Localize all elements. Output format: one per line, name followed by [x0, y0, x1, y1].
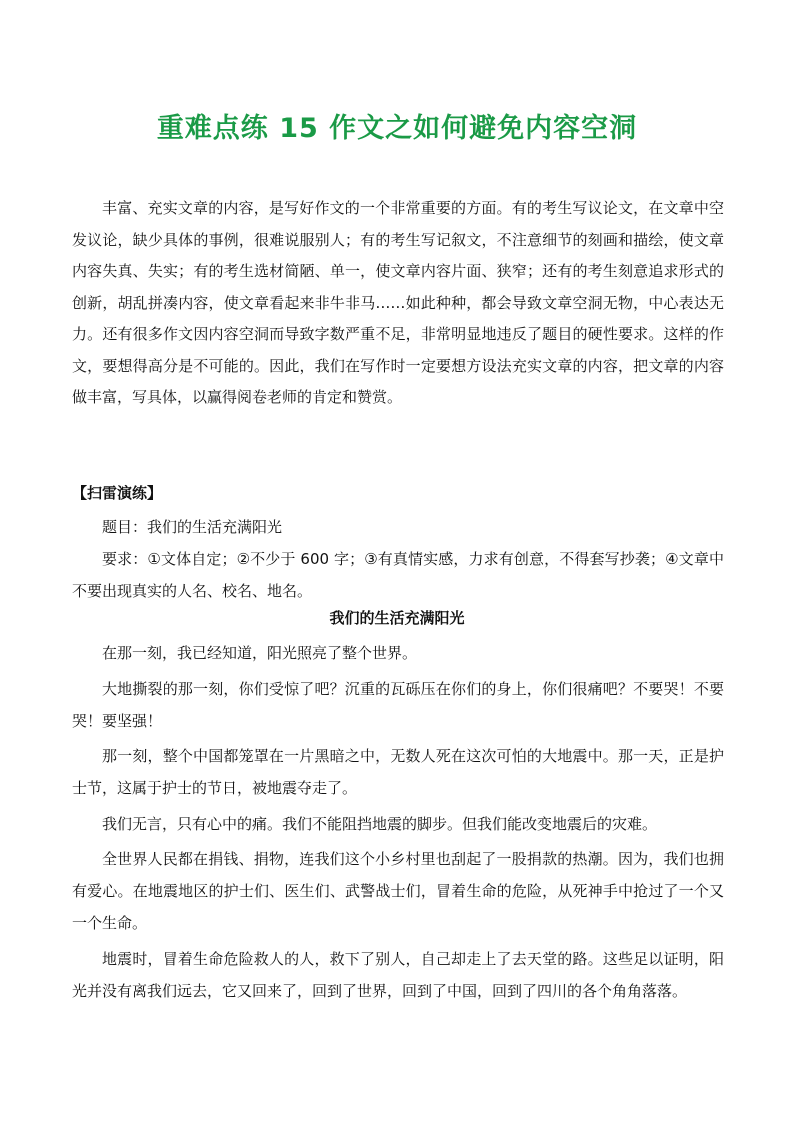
page-title: 重难点练 15 作文之如何避免内容空洞: [156, 113, 638, 144]
essay-paragraph: 在那一刻，我已经知道，阳光照亮了整个世界。: [102, 644, 418, 662]
prompt-topic: 题目：我们的生活充满阳光: [102, 518, 283, 536]
prompt-requirements: 要求：①文体自定；②不少于 600 字；③有真情实感，力求有创意，不得套写抄袭；④文章中不要出现真实的人名、校名、地名。: [72, 550, 724, 600]
essay-title: 我们的生活充满阳光: [329, 609, 465, 627]
essay-paragraph: 那一刻，整个中国都笼罩在一片黑暗之中，无数人死在这次可怕的大地震中。那一天，正是护士节，这属于护士的节日，被地震夺走了。: [72, 747, 724, 797]
intro-paragraph: 丰富、充实文章的内容，是写好作文的一个非常重要的方面。有的考生写议论文，在文章中空发议论，缺少具体的事例，很难说服别人；有的考生写记叙文，不注意细节的刻画和描绘，使文章内容失真、失实；有的考生选材简陋、单一，使文章内容片面、狭窄；还有的考生刻意追求形式的创新，胡乱拼凑内容，使文章看起来非牛非马……如此种种，都会导致文章空洞无物，中心表达无力。还有很多作文因内容空洞而导致字数严重不足，非常明显地违反了题目的硬性要求。这样的作文，要想得高分是不可能的。因此，我们在写作时一定要想方设法充实文章的内容，把文章的内容做丰富，写具体，以赢得阅卷老师的肯定和赞赏。: [72, 199, 724, 406]
essay-paragraph: 大地撕裂的那一刻，你们受惊了吧？沉重的瓦砾压在你们的身上，你们很痛吧？不要哭！不要哭！要坚强！: [72, 679, 724, 730]
essay-paragraph: 地震时，冒着生命危险救人的人，救下了别人，自己却走上了去天堂的路。这些足以证明，阳光并没有离我们远去，它又回来了，回到了世界，回到了中国，回到了四川的各个角角落落。: [72, 949, 724, 1000]
essay-body: [72, 637, 724, 1010]
essay-paragraph: 全世界人民都在捐钱、捐物，连我们这个小乡村里也刮起了一股捐款的热潮。因为，我们也拥有爱心。在地震地区的护士们、医生们、武警战士们，冒着生命的危险，从死神手中抢过了一个又一个生命。: [72, 850, 724, 932]
section-heading: 【扫雷演练】: [72, 484, 163, 502]
essay-paragraph: 我们无言，只有心中的痛。我们不能阻挡地震的脚步。但我们能改变地震后的灾难。: [102, 814, 658, 833]
